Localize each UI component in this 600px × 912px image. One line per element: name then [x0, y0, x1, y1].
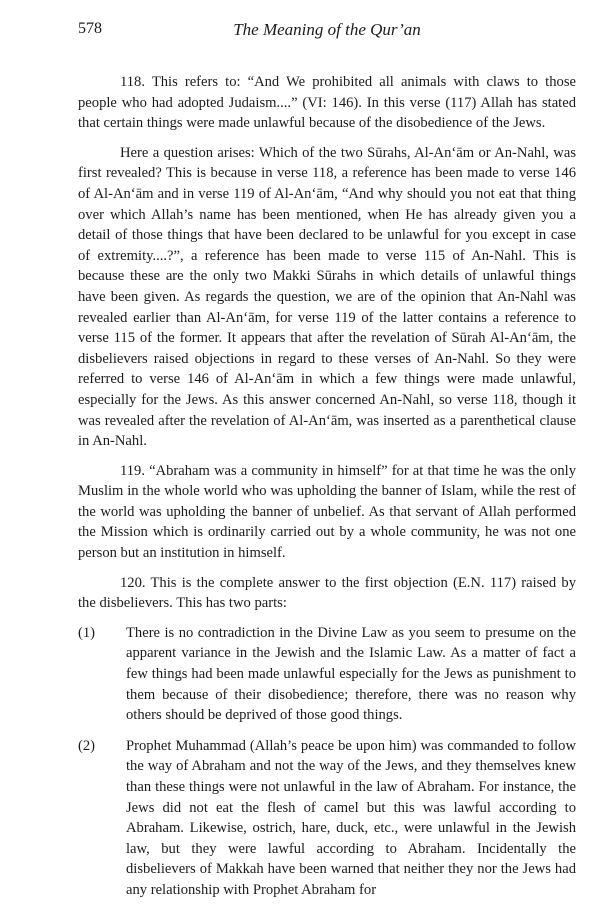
page-body — [78, 72, 576, 911]
list-item-number: (1) — [78, 624, 96, 641]
page-header — [78, 20, 576, 44]
note-118-paragraph: 118. This refers to: “And We prohibited all animals with claws to those people who had adopted Judaism....” (VI: 146). In this verse (117) Allah has stated that certain things were made unlawful because of the disobedience of the Jews. — [78, 74, 576, 132]
list-item-text: There is no contradiction in the Divine Law as you seem to presume on the apparent variance in the Jewish and the Islamic Law. As a matter of fact a few things had been made unlawful especially for the Jews as punishment to them because of their disobedience; therefore, there was no reason why others should be deprived of those good things. — [126, 624, 576, 724]
page-number: 578 — [78, 20, 102, 37]
list-item-text: Prophet Muhammad (Allah’s peace be upon him) was commanded to follow the way of Abraham and not the way of the Jews, and they themselves knew than these things were not unlawful in the law of Abraham. For instance, the Jews did not eat the flesh of camel but this was lawful according to Abraham. Likewise, ostrich, hare, duck, etc., were unlawful in the Jewish law, but they were lawful according to Abraham. Incidentally the disbelievers of Makkah have been warned that neither they nor the Jews had any relationship with Prophet Abraham for — [126, 737, 576, 898]
note-120-paragraph: 120. This is the complete answer to the first objection (E.N. 117) raised by the disbelievers. This has two parts: — [78, 574, 576, 612]
note-119-paragraph: 119. “Abraham was a community in himself” for at that time he was the only Muslim in the whole world who was upholding the banner of Islam, while the rest of the world was upholding the banner of unbelief. As that servant of Allah performed the Mission which is ordinarily carried out by a whole community, he was not one person but an institution in himself. — [78, 462, 576, 562]
list-item — [78, 623, 576, 726]
book-title: The Meaning of the Qur’an — [233, 20, 421, 39]
list-item-number: (2) — [78, 737, 96, 754]
question-paragraph: Here a question arises: Which of the two Sūrahs, Al-An‘ām or An-Nahl, was first revealed? This is because in verse 118, a reference has been made to verse 146 of Al-An‘ām and in verse 119 of Al-An‘ām, “And why should you not eat that thing over which Allah’s name has been mentioned, when He has already given you a detail of those things that have been declared to be unlawful for you except in case of extremity....?”, a reference has been made to verse 115 of An-Nahl. This is because these are the only two Makki Sūrahs in which details of unlawful things have been given. As regards the question, we are of the opinion that An-Nahl was revealed earlier than Al-An‘ām, for verse 119 of the latter contains a reference to verse 115 of the former. It appears that after the revelation of Sūrah Al-An‘ām, the disbelievers raised objections in regard to these verses of An-Nahl. So they were referred to verse 146 of Al-An‘ām in which a few things were made unlawful, especially for the Jews. As this answer concerned An-Nahl, so verse 118, though it was revealed after the revelation of Al-An‘ām, was inserted as a parenthetical clause in An-Nahl. — [78, 144, 576, 450]
list-item — [78, 736, 576, 901]
